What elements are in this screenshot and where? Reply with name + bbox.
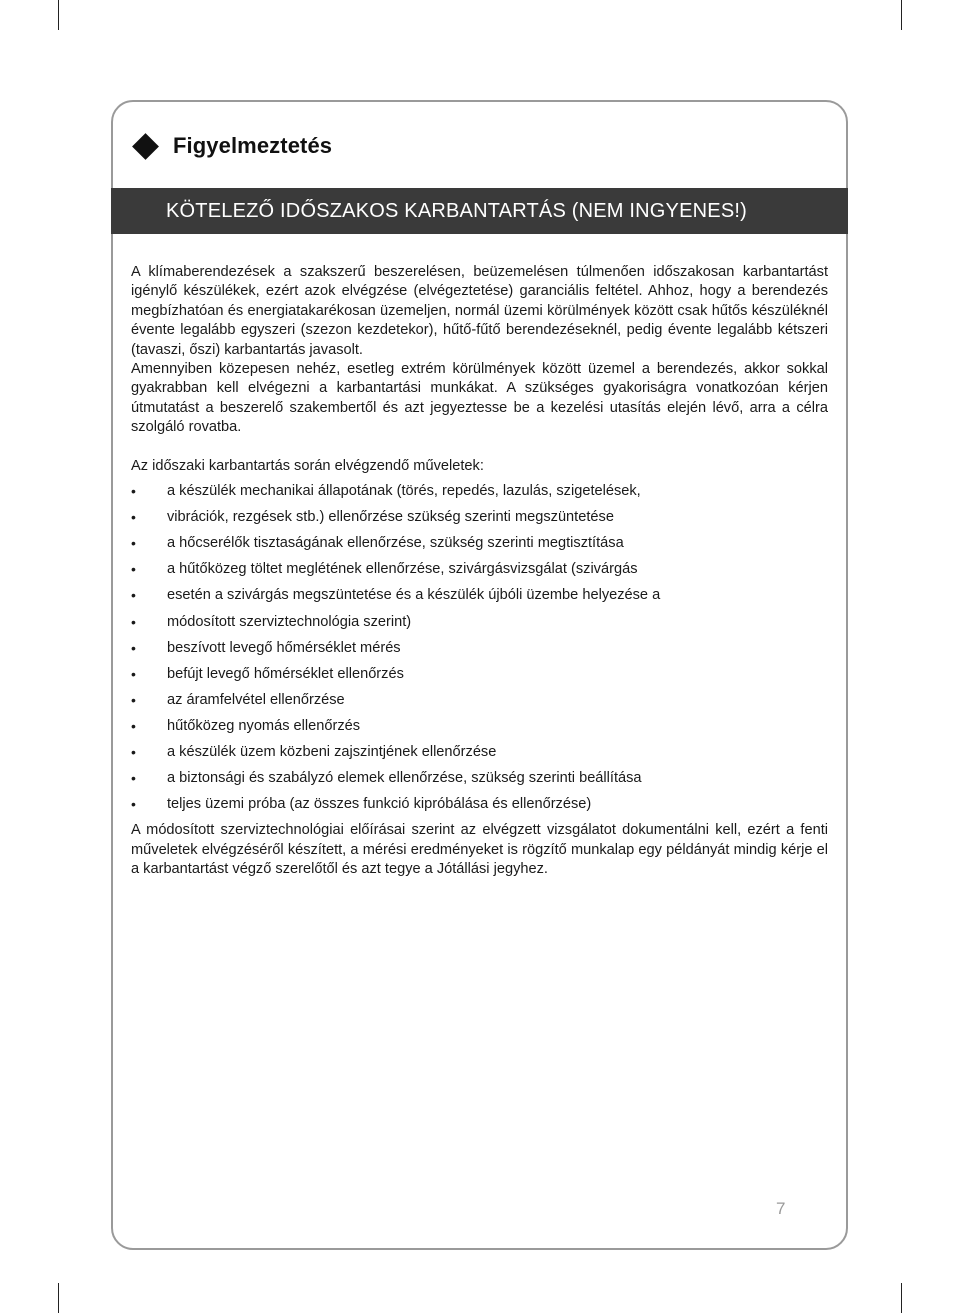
crop-mark — [58, 0, 59, 30]
list-item: • esetén a szivárgás megszüntetése és a készülék újbóli üzembe helyezése a — [131, 586, 828, 612]
list-item: • hűtőközeg nyomás ellenőrzés — [131, 717, 828, 743]
operations-list — [131, 482, 828, 821]
heading-title: Figyelmeztetés — [173, 133, 333, 158]
list-item: • vibrációk, rezgések stb.) ellenőrzése szükség szerinti megszüntetése — [131, 508, 828, 534]
list-item: • az áramfelvétel ellenőrzése — [131, 691, 828, 717]
list-item: • a készülék mechanikai állapotának (törés, repedés, lazulás, szigetelések, — [131, 482, 828, 508]
list-item: • beszívott levegő hőmérséklet mérés — [131, 639, 828, 665]
section-banner — [111, 188, 848, 234]
body-content — [131, 263, 828, 880]
operations-intro: Az időszaki karbantartás során elvégzendő műveletek: — [131, 457, 484, 474]
diamond-icon — [132, 133, 159, 160]
paragraph: Amennyiben közepesen nehéz, esetleg extrém körülmények között üzemel a berendezés, akkor sokkal gyakrabban kell elvégezni a karbantartási munkákat. A szükséges gyakoriságra vonatkozóan kérjen útmutatást a beszerelő szakembertől és azt jegyeztesse be a kezelési utasítás elején lévő, arra a célra szolgáló rovatba. — [131, 361, 828, 436]
banner-title: KÖTELEZŐ IDŐSZAKOS KARBANTARTÁS (NEM INGYENES!) — [166, 199, 747, 222]
list-item: • teljes üzemi próba (az összes funkció kipróbálása és ellenőrzése) — [131, 795, 828, 821]
crop-mark — [901, 1283, 902, 1313]
list-item: • a biztonsági és szabályzó elemek ellenőrzése, szükség szerinti beállítása — [131, 769, 828, 795]
warning-heading — [131, 128, 332, 164]
paragraph: A klímaberendezések a szakszerű beszerelésen, beüzemelésen túlmenően időszakosan karbantartást igénylő készülékek, ezért azok elvégzése (elvégeztetése) garanciális feltétel. Ahhoz, hogy a berendezés megbízhatóan és energiatakarékosan üzemeljen, normál üzemi körülmények között csak hűtős készüléknél évente legalább egyszeri (szezon kezdetekor), hűtő-fűtő berendezéseknél, pedig évente legalább kétszeri (tavaszi, őszi) karbantartás javasolt. — [131, 264, 828, 358]
crop-mark — [901, 0, 902, 30]
list-item: • módosított szerviztechnológia szerint) — [131, 613, 828, 639]
list-item: • a hőcserélők tisztaságának ellenőrzése, szükség szerinti megtisztítása — [131, 534, 828, 560]
list-item: • befújt levegő hőmérséklet ellenőrzés — [131, 665, 828, 691]
list-item: • a készülék üzem közbeni zajszintjének ellenőrzése — [131, 743, 828, 769]
page-number: 7 — [776, 1199, 786, 1218]
list-item: • a hűtőközeg töltet meglétének ellenőrzése, szivárgásvizsgálat (szivárgás — [131, 560, 828, 586]
closing-paragraph: A módosított szerviztechnológiai előírásai szerint az elvégzett vizsgálatot dokumentálni kell, ezért a fenti műveletek elvégzéséről készített, a mérési eredményeket is rögzítő munkalap egy példányát mindig kérje el a karbantartást végző szerelőtől és azt tegye a Jótállási jegyhez. — [131, 822, 828, 878]
crop-mark — [58, 1283, 59, 1313]
